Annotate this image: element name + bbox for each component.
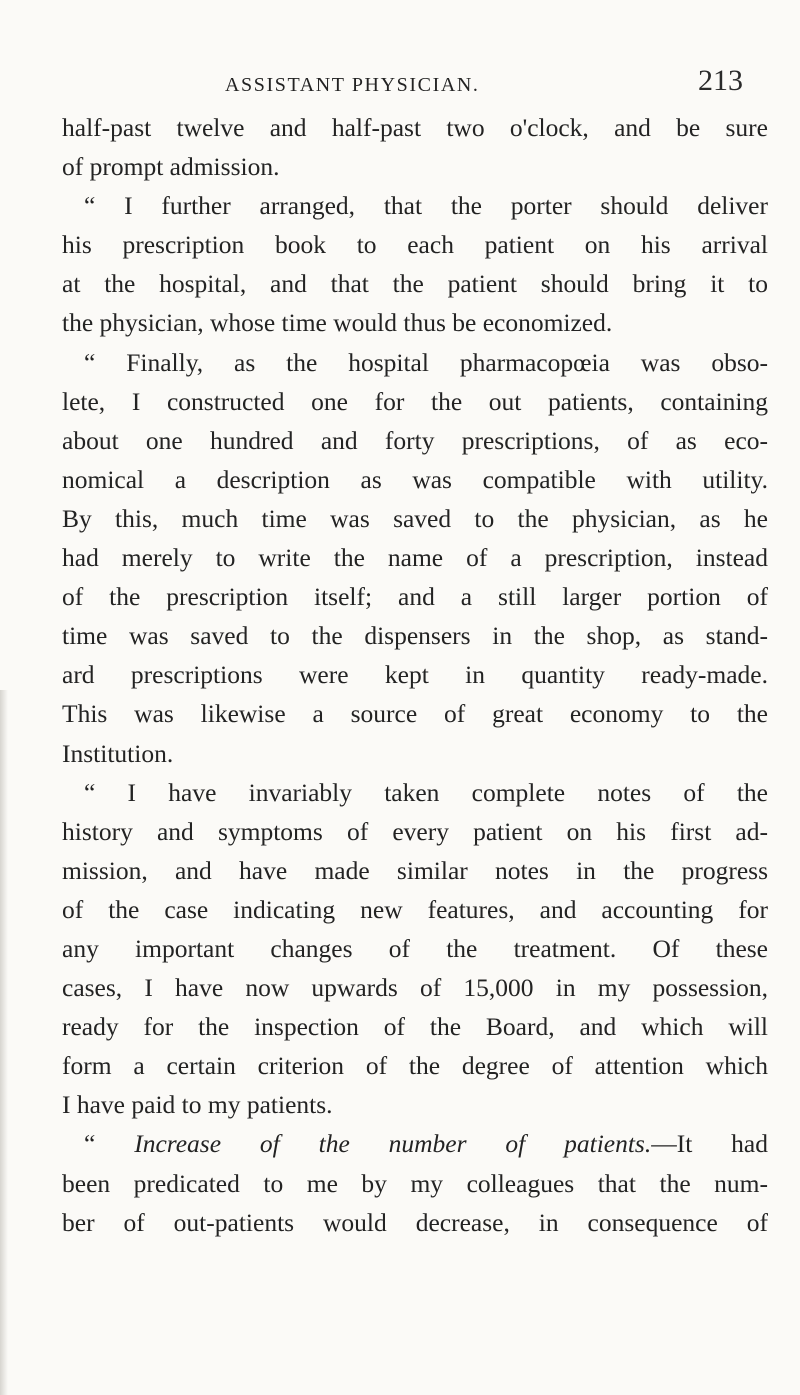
text-line: “ I further arranged, that the porter should deliver: [84, 191, 768, 221]
text-line: of the prescription itself; and a still larger portion of: [62, 582, 768, 612]
text-line: been predicated to me by my colleagues that the num-: [62, 1168, 768, 1198]
text-line: ber of out-patients would decrease, in consequence of: [62, 1207, 768, 1237]
text-line: lete, I constructed one for the out patients, containing: [62, 386, 768, 416]
section-heading-line: [62, 1124, 768, 1163]
text-line: about one hundred and forty prescriptions, of as eco-: [62, 425, 768, 455]
body-text: [62, 108, 768, 1242]
text-line: half-past twelve and half-past two o'clock, and be sure: [62, 113, 768, 142]
text-line: “ Finally, as the hospital pharmacopœia was obso-: [84, 347, 768, 377]
page-header: [0, 64, 800, 104]
text-line: history and symptoms of every patient on his first ad-: [62, 816, 768, 846]
text-line: form a certain criterion of the degree of attention which: [62, 1051, 768, 1081]
text-line: By this, much time was saved to the physician, as he: [62, 503, 768, 533]
text-line: had merely to write the name of a prescription, instead: [62, 543, 768, 573]
page-edge-shadow: [0, 690, 8, 1395]
page-number: 213: [698, 64, 743, 97]
section-heading: Increase of the number of patients.: [134, 1129, 652, 1159]
text-line: time was saved to the dispensers in the shop, as stand-: [62, 621, 768, 651]
text-line: of prompt admission.: [62, 152, 280, 182]
text-line: Institution.: [62, 738, 174, 768]
text-line: of the case indicating new features, and accounting for: [62, 894, 768, 924]
text-line: ready for the inspection of the Board, and which will: [62, 1012, 768, 1042]
text-line: cases, I have now upwards of 15,000 in my possession,: [62, 973, 768, 1003]
running-head: ASSISTANT PHYSICIAN.: [225, 74, 480, 96]
text-line: “ I have invariably taken complete notes of the: [84, 777, 768, 807]
text-line: nomical a description as was compatible with utility.: [62, 464, 768, 494]
text-line: the physician, whose time would thus be economized.: [62, 308, 613, 338]
text-line: This was likewise a source of great economy to the: [62, 699, 768, 729]
heading-continuation: —It had: [651, 1129, 768, 1159]
heading-quote: “: [84, 1129, 96, 1159]
text-line: ard prescriptions were kept in quantity ready-made.: [62, 660, 768, 690]
text-line: at the hospital, and that the patient should bring it to: [62, 269, 768, 299]
text-line: mission, and have made similar notes in the progress: [62, 855, 768, 885]
text-line: his prescription book to each patient on his arrival: [62, 230, 768, 260]
text-line: I have paid to my patients.: [62, 1090, 333, 1120]
text-line: any important changes of the treatment. Of these: [62, 933, 768, 963]
